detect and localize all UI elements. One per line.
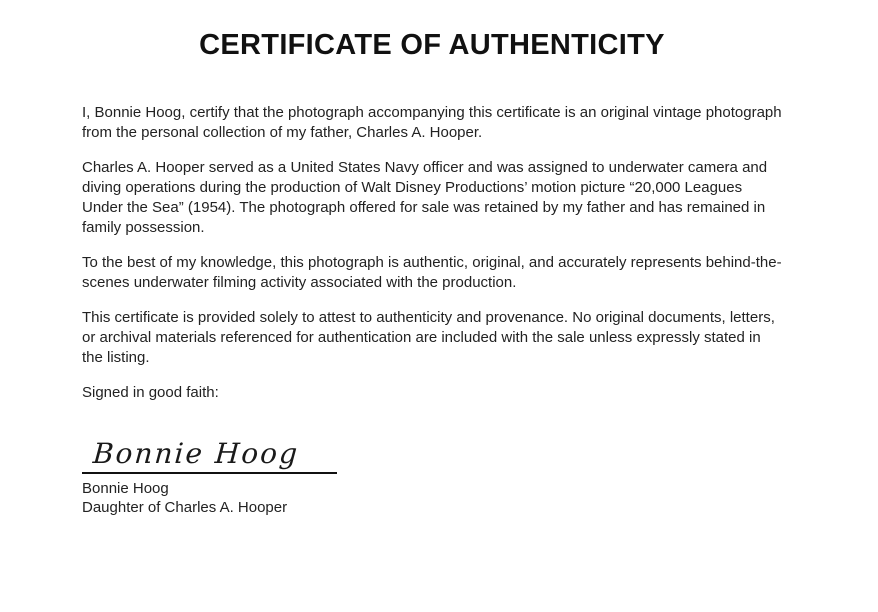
handwritten-signature: Bonnie Hoog — [91, 437, 301, 470]
certificate-body — [82, 103, 782, 403]
provenance-paragraph: Charles A. Hooper served as a United States Navy officer and was assigned to underwater camera and diving operations during the production of Walt Disney Productions’ motion picture “20,000 Leagues Under the Sea” (1954). The photograph offered for sale was retained by my father and has remained in family possession. — [82, 159, 768, 236]
signature-rule-line — [82, 472, 337, 474]
signature-block — [82, 439, 782, 517]
intro-paragraph: I, Bonnie Hoog, certify that the photograph accompanying this certificate is an original vintage photograph from the personal collection of my father, Charles A. Hooper. — [82, 104, 782, 141]
disclaimer-paragraph: This certificate is provided solely to attest to authenticity and provenance. No original documents, letters, or archival materials referenced for authentication are included with the sale unless expressly stated in the listing. — [82, 309, 775, 366]
relationship-line: Daughter of Charles A. Hooper — [82, 499, 288, 516]
certificate-title: CERTIFICATE OF AUTHENTICITY — [199, 29, 665, 61]
printed-name: Bonnie Hoog — [82, 480, 169, 497]
authenticity-paragraph: To the best of my knowledge, this photograph is authentic, original, and accurately represents behind-the-scenes underwater filming activity associated with the production. — [82, 254, 782, 291]
signoff-line: Signed in good faith: — [82, 384, 219, 401]
